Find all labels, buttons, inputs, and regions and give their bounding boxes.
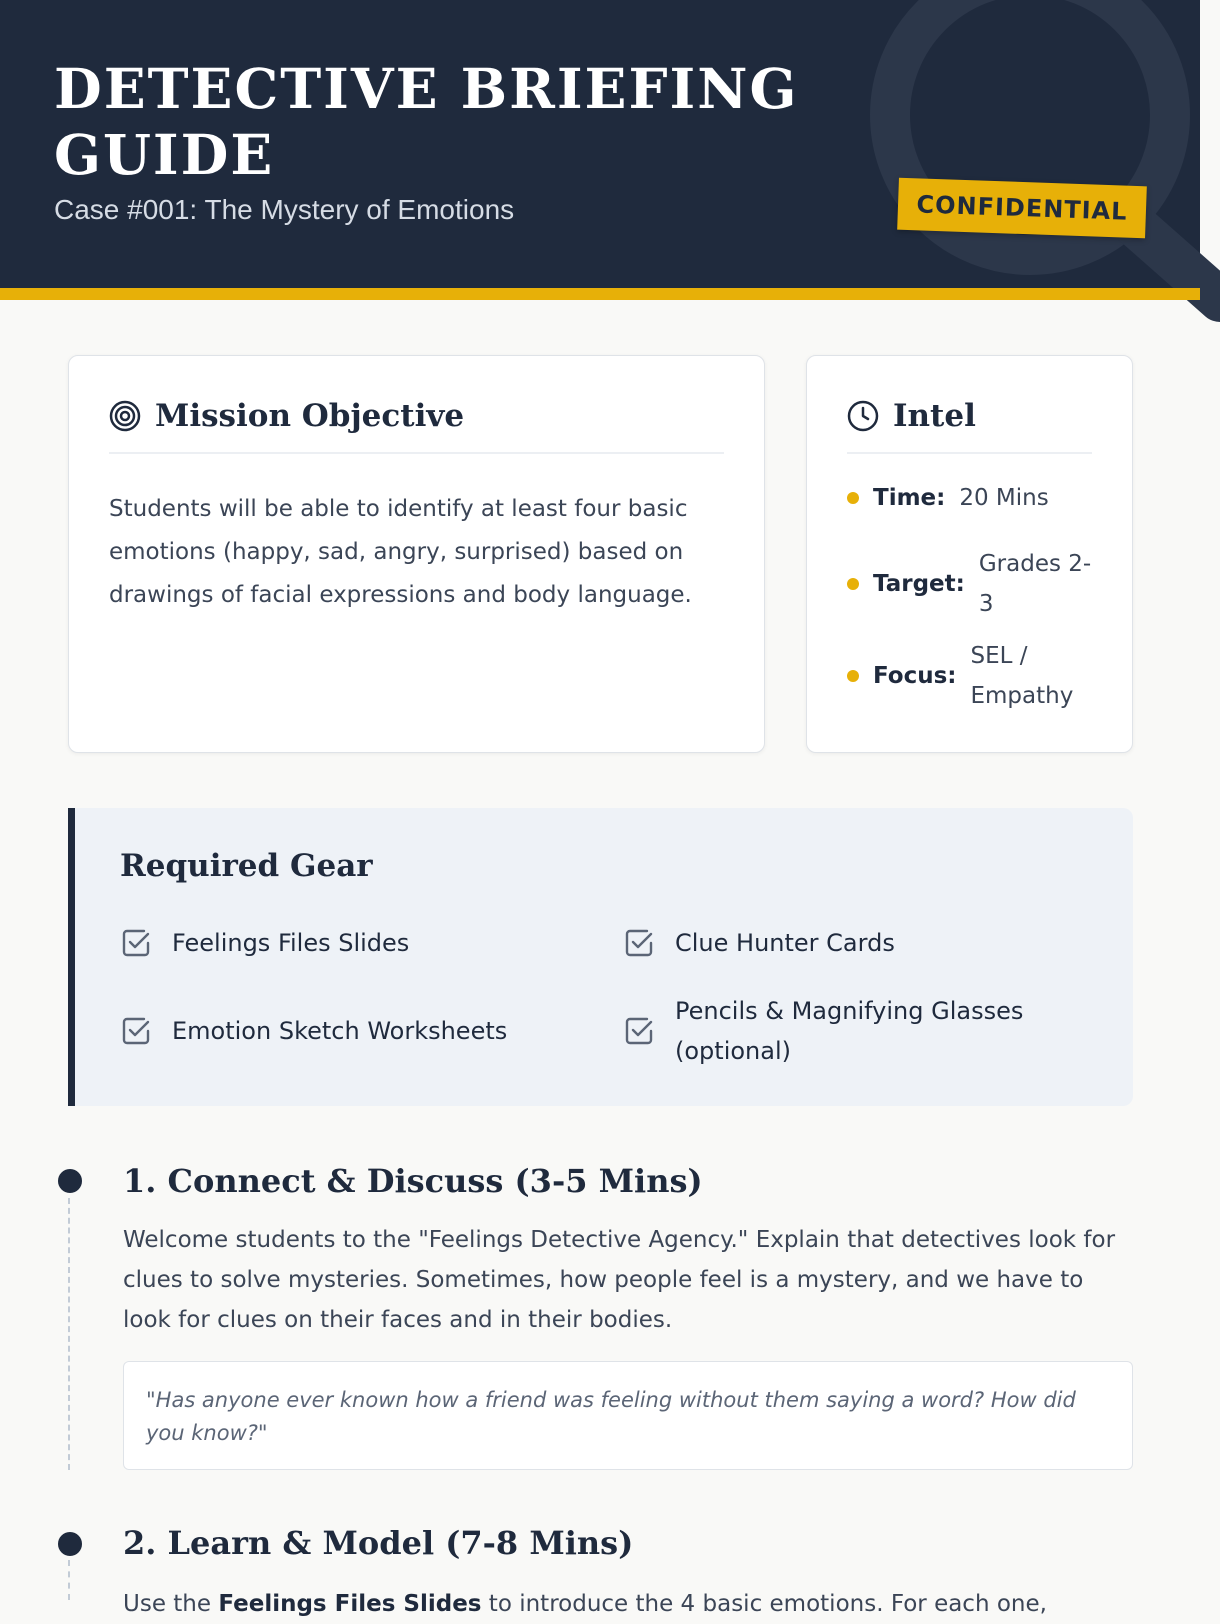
- target-icon: [109, 400, 141, 432]
- step-title: 2. Learn & Model (7-8 Mins): [123, 1524, 634, 1562]
- mission-objective-card: [68, 355, 765, 753]
- checkbox-checked-icon: [623, 927, 655, 959]
- step-text: [123, 1584, 1123, 1624]
- intel-label: Focus:: [873, 663, 957, 689]
- gear-item: [120, 923, 409, 963]
- step-text-suffix: to introduce the 4 basic emotions. For each one,: [481, 1591, 1047, 1617]
- required-gear-title: Required Gear: [120, 848, 373, 884]
- timeline-dot: [55, 1529, 85, 1559]
- intel-value: SEL / Empathy: [970, 643, 1074, 709]
- clock-icon: [847, 400, 879, 432]
- step-text-prefix: Use the: [123, 1591, 219, 1617]
- gear-item-label: Pencils & Magnifying Glasses (optional): [675, 997, 1024, 1065]
- intel-title: Intel: [893, 398, 976, 434]
- bullet-dot-icon: [847, 670, 859, 682]
- bullet-dot-icon: [847, 578, 859, 590]
- intel-item-time: [847, 474, 1097, 522]
- timeline-dot: [55, 1166, 85, 1196]
- gear-item-label: Clue Hunter Cards: [675, 929, 895, 957]
- mission-objective-text: Students will be able to identify at least four basic emotions (happy, sad, angry, surprised) based on drawings of facial expressions and body language.: [109, 496, 692, 608]
- header-accent-stripe: [0, 288, 1200, 300]
- step-title: 1. Connect & Discuss (3-5 Mins): [123, 1162, 703, 1200]
- timeline-connector: [68, 1560, 70, 1600]
- checkbox-checked-icon: [120, 927, 152, 959]
- bullet-dot-icon: [847, 492, 859, 504]
- gear-item: [120, 1001, 600, 1061]
- checkbox-checked-icon: [120, 1015, 152, 1047]
- confidential-stamp: CONFIDENTIAL: [897, 178, 1147, 239]
- intel-label: Target:: [873, 571, 965, 597]
- intel-item-focus: [847, 636, 1097, 716]
- intel-card: [806, 355, 1133, 753]
- intel-value: Grades 2-3: [978, 551, 1092, 617]
- required-gear-panel: [68, 808, 1133, 1106]
- gear-item-label: Feelings Files Slides: [172, 929, 410, 957]
- gear-item: [623, 991, 1083, 1071]
- intel-label: Time:: [873, 485, 946, 511]
- checkbox-checked-icon: [623, 1015, 655, 1047]
- page-title: DETECTIVE BRIEFING GUIDE: [54, 56, 799, 187]
- timeline-connector: [68, 1198, 70, 1470]
- intel-value: 20 Mins: [959, 485, 1049, 511]
- step-text-bold: Feelings Files Slides: [218, 1591, 482, 1617]
- mission-objective-title: Mission Objective: [155, 398, 465, 434]
- intel-list: [847, 474, 1097, 716]
- mission-objective-header: [109, 394, 724, 454]
- step-text: Welcome students to the "Feelings Detective Agency." Explain that detectives look for clues to solve mysteries. Sometimes, how people feel is a mystery, and we have to look for clues on their faces and in their bodies.: [123, 1227, 1116, 1333]
- intel-item-target: [847, 544, 1097, 624]
- discussion-quote: "Has anyone ever known how a friend was feeling without them saying a word? How did you know?": [123, 1361, 1133, 1470]
- gear-item-label: Emotion Sketch Worksheets: [172, 1017, 508, 1045]
- case-subtitle: Case #001: The Mystery of Emotions: [54, 194, 515, 225]
- intel-header: [847, 394, 1092, 454]
- magnifying-glass-icon: [880, 0, 1220, 300]
- header-banner: [0, 0, 1200, 288]
- gear-item: [623, 923, 895, 963]
